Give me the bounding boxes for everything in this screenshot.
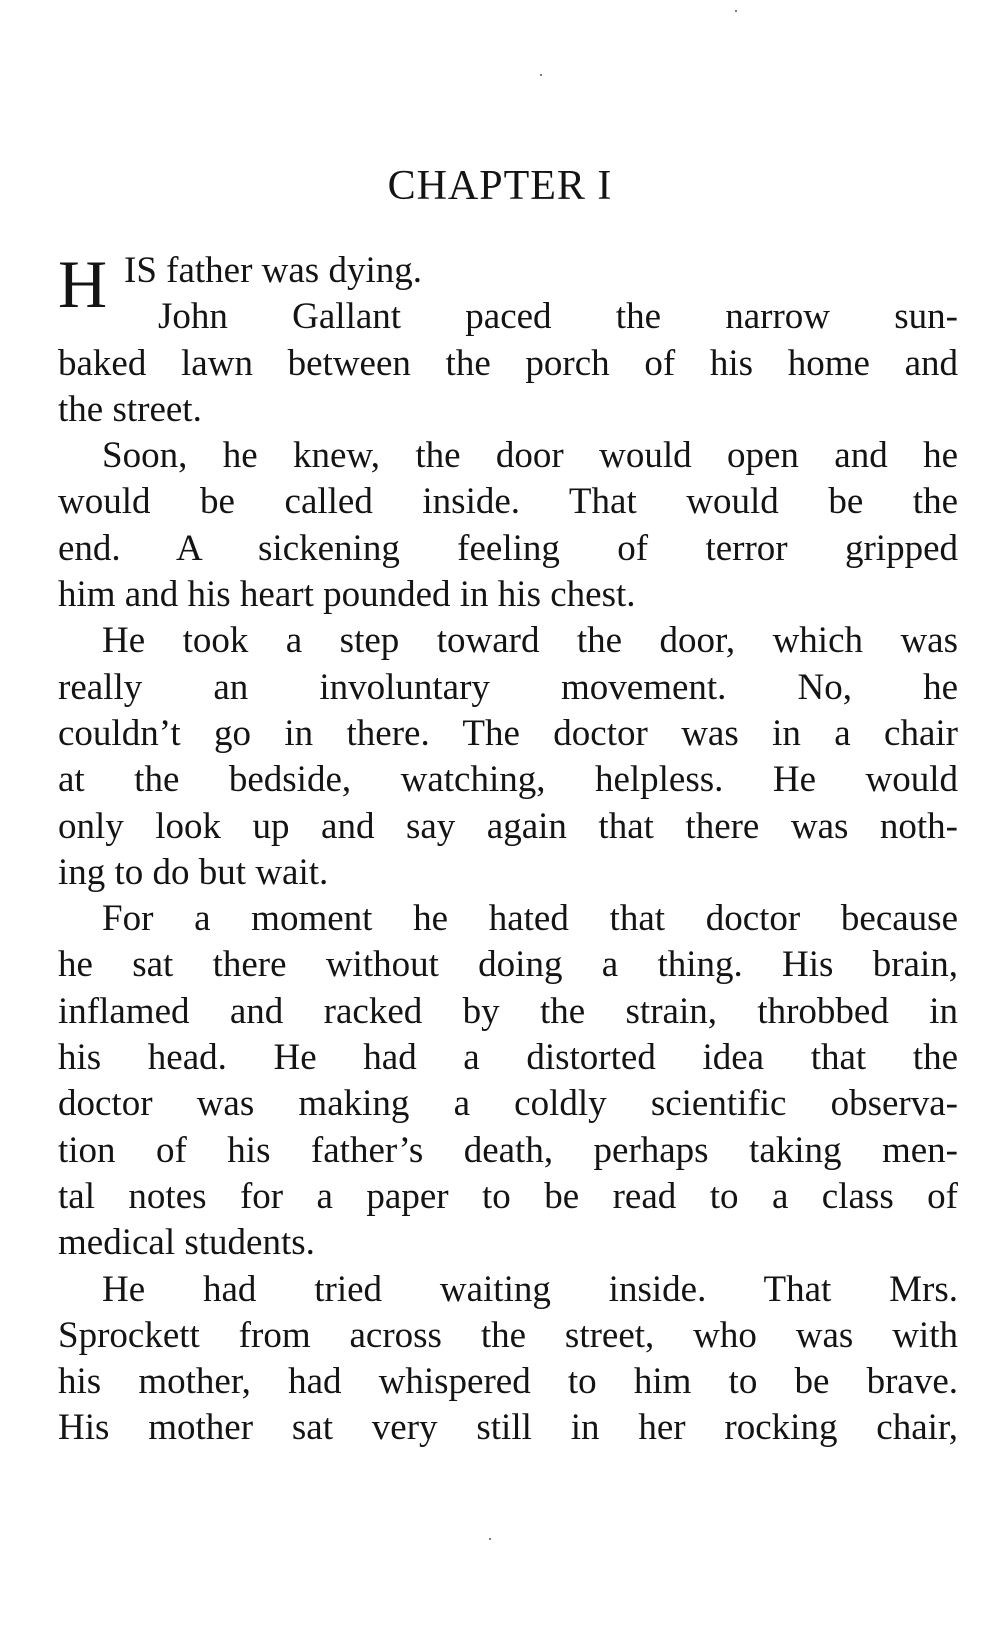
text-line: Soon, he knew, the door would open and he [102, 435, 958, 477]
text-line: at the bedside, watching, helpless. He would [58, 759, 958, 801]
text-line: tal notes for a paper to be read to a class of [58, 1175, 958, 1217]
text-line: his mother, had whispered to him to be brave. [58, 1361, 958, 1403]
chapter-heading: CHAPTER I [387, 163, 613, 209]
text-line: only look up and say again that there was noth- [58, 805, 958, 847]
text-line: really an involuntary movement. No, he [58, 666, 958, 708]
body-text [58, 248, 958, 1452]
opening-line-text: IS father was dying. [124, 250, 422, 291]
text-line: ing to do but wait. [58, 851, 329, 893]
text-line: couldn’t go in there. The doctor was in a chair [58, 712, 958, 754]
print-speck [735, 10, 737, 12]
text-line: the street. [58, 388, 202, 430]
text-line: his head. He had a distorted idea that the [58, 1037, 958, 1079]
text-line: tion of his father’s death, perhaps taking men- [58, 1129, 958, 1171]
text-line: would be called inside. That would be the [58, 481, 958, 523]
drop-cap-letter: H [58, 246, 108, 322]
text-line: baked lawn between the porch of his home and [58, 342, 958, 384]
text-line: John Gallant paced the narrow sun- [158, 296, 958, 338]
text-line: inflamed and racked by the strain, throbbed in [58, 990, 958, 1032]
text-line: He had tried waiting inside. That Mrs. [102, 1268, 958, 1310]
text-line: end. A sickening feeling of terror gripped [58, 527, 958, 569]
print-speck [540, 74, 542, 76]
text-line: Sprockett from across the street, who was with [58, 1314, 958, 1356]
text-line: him and his heart pounded in his chest. [58, 574, 636, 616]
text-line: For a moment he hated that doctor because [102, 898, 958, 940]
text-line: He took a step toward the door, which was [102, 620, 958, 662]
print-speck [489, 1538, 491, 1540]
text-line: His mother sat very still in her rocking chair, [58, 1407, 958, 1449]
text-line: doctor was making a coldly scientific observa- [58, 1083, 958, 1125]
text-line: medical students. [58, 1222, 315, 1264]
text-line: he sat there without doing a thing. His brain, [58, 944, 958, 986]
